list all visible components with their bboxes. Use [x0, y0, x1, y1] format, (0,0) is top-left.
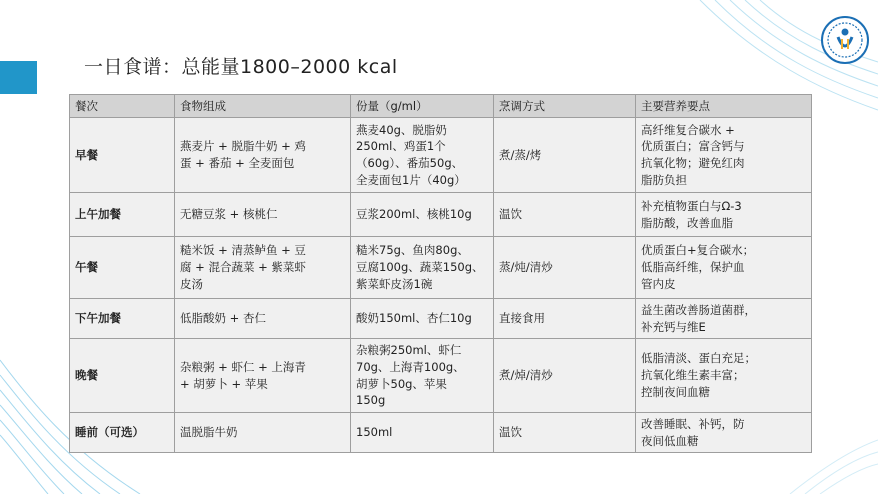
table-row	[70, 299, 812, 339]
portion-cell: 杂粮粥250ml、虾仁 70g、上海青100g、 胡萝卜50g、苹果 150g	[351, 339, 494, 413]
daily-menu-table	[69, 94, 812, 453]
portion-cell: 燕麦40g、脱脂奶 250ml、鸡蛋1个 （60g）、番茄50g、 全麦面包1片（40g）	[351, 118, 494, 193]
food-cell: 糙米饭 + 清蒸鲈鱼 + 豆 腐 + 混合蔬菜 + 紫菜虾 皮汤	[175, 237, 351, 299]
header-method: 烹调方式	[494, 95, 636, 118]
meal-cell: 午餐	[70, 237, 175, 299]
header-nutrition: 主要营养要点	[636, 95, 812, 118]
meal-cell: 下午加餐	[70, 299, 175, 339]
method-cell: 温饮	[494, 193, 636, 237]
portion-cell: 150ml	[351, 413, 494, 453]
table-row	[70, 193, 812, 237]
nutrition-cell: 优质蛋白+复合碳水； 低脂高纤维，保护血 管内皮	[636, 237, 812, 299]
header-portion: 份量（g/ml）	[351, 95, 494, 118]
table-row	[70, 237, 812, 299]
portion-cell: 糙米75g、鱼肉80g、 豆腐100g、蔬菜150g、 紫菜虾皮汤1碗	[351, 237, 494, 299]
table-row	[70, 339, 812, 413]
title-accent-bar	[0, 61, 37, 94]
meal-cell: 早餐	[70, 118, 175, 193]
table-row	[70, 413, 812, 453]
food-cell: 杂粮粥 + 虾仁 + 上海青 + 胡萝卜 + 苹果	[175, 339, 351, 413]
food-cell: 无糖豆浆 + 核桃仁	[175, 193, 351, 237]
nutrition-cell: 改善睡眠、补钙，防 夜间低血糖	[636, 413, 812, 453]
header-food: 食物组成	[175, 95, 351, 118]
method-cell: 煮/蒸/烤	[494, 118, 636, 193]
method-cell: 蒸/炖/清炒	[494, 237, 636, 299]
meal-cell: 上午加餐	[70, 193, 175, 237]
table-header-row	[70, 95, 812, 118]
meal-cell: 睡前（可选）	[70, 413, 175, 453]
meal-cell: 晚餐	[70, 339, 175, 413]
method-cell: 温饮	[494, 413, 636, 453]
food-cell: 温脱脂牛奶	[175, 413, 351, 453]
method-cell: 煮/焯/清炒	[494, 339, 636, 413]
portion-cell: 豆浆200ml、核桃10g	[351, 193, 494, 237]
food-cell: 低脂酸奶 + 杏仁	[175, 299, 351, 339]
slide-title: 一日食谱：总能量1800–2000 kcal	[84, 56, 398, 78]
nutrition-cell: 低脂清淡、蛋白充足； 抗氧化维生素丰富； 控制夜间血糖	[636, 339, 812, 413]
header-meal: 餐次	[70, 95, 175, 118]
institution-logo-icon	[820, 15, 870, 65]
portion-cell: 酸奶150ml、杏仁10g	[351, 299, 494, 339]
food-cell: 燕麦片 + 脱脂牛奶 + 鸡 蛋 + 番茄 + 全麦面包	[175, 118, 351, 193]
nutrition-cell: 高纤维复合碳水 + 优质蛋白；富含钙与 抗氧化物；避免红肉 脂肪负担	[636, 118, 812, 193]
table-row	[70, 118, 812, 193]
method-cell: 直接食用	[494, 299, 636, 339]
nutrition-cell: 益生菌改善肠道菌群， 补充钙与维E	[636, 299, 812, 339]
nutrition-cell: 补充植物蛋白与Ω-3 脂肪酸，改善血脂	[636, 193, 812, 237]
